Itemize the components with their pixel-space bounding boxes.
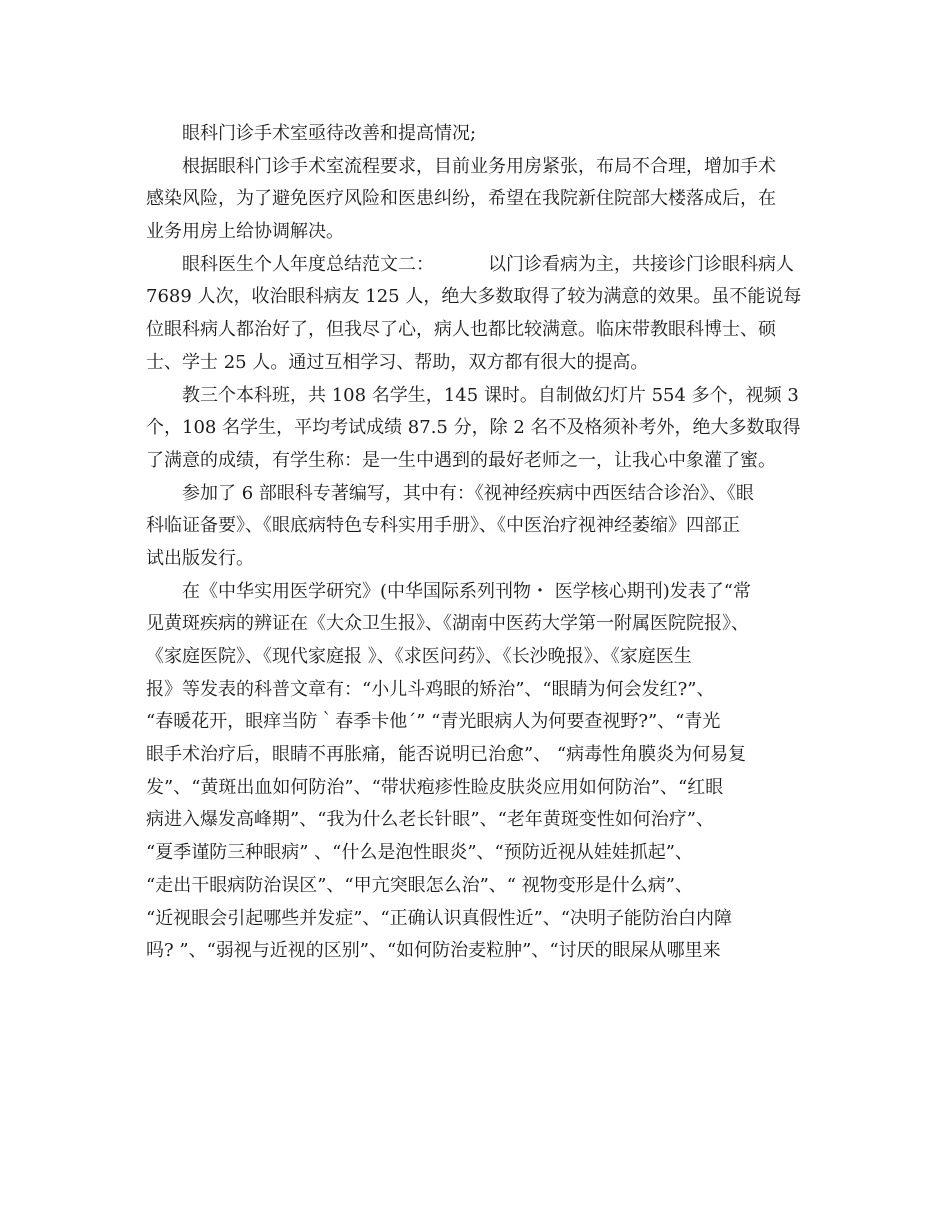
- text-line: 见黄斑疾病的辨证在《大众卫生报》、《湖南中医药大学第一附属医院院报》、: [146, 613, 749, 635]
- text-line: 吗? ”、“弱视与近视的区别”、“如何防治麦粒肿”、“讨厌的眼屎从哪里来: [146, 940, 721, 962]
- text-line: 教三个本科班，共 108 名学生，145 课时。自制做幻灯片 554 多个，视频 3: [182, 384, 799, 406]
- text-line: 参加了 6 部眼科专著编写，其中有：《视神经疾病中西医结合诊治》、《眼: [182, 482, 754, 504]
- text-line: 了满意的成绩，有学生称：是一生中遇到的最好老师之一，让我心中象灌了蜜。: [146, 449, 776, 471]
- text-span: 以门诊看病为主，共接诊门诊眼科病人: [488, 253, 794, 275]
- text-line: 7689 人次，收治眼科病友 125 人，绝大多数取得了较为满意的效果。虽不能说每: [146, 286, 802, 308]
- text-line: 《家庭医院》、《现代家庭报 》、《求医问药》、《长沙晚报》、《家庭医生: [146, 646, 692, 667]
- text-line: 报》等发表的科普文章有：“小儿斗鸡眼的矫治”、“眼睛为何会发红?”、: [146, 678, 715, 700]
- text-line: 病进入爆发高峰期”、“我为什么老长针眼”、“老年黄斑变性如何治疗”、: [146, 809, 715, 831]
- text-line: 个，108 名学生，平均考试成绩 87.5 分，除 2 名不及格须补考外，绝大多数取得: [146, 417, 801, 439]
- text-line: “春暖花开，眼痒当防｀春季卡他´” “青光眼病人为何要查视野?”、“青光: [146, 711, 721, 733]
- text-line: 科临证备要》、《眼底病特色专科实用手册》、《中医治疗视神经萎缩》四部正: [146, 515, 740, 537]
- text-line: 士、学士 25 人。通过互相学习、帮助，双方都有很大的提高。: [146, 351, 649, 373]
- text-line: 根据眼科门诊手术室流程要求，目前业务用房紧张，布局不合理，增加手术: [182, 155, 776, 177]
- text-line: 眼手术治疗后，眼睛不再胀痛，能否说明已治愈”、 “病毒性角膜炎为何易复: [146, 744, 747, 766]
- text-line: “夏季谨防三种眼病” 、“什么是泡性眼炎”、“预防近视从娃娃抓起”、: [146, 842, 693, 864]
- text-line: “走出干眼病防治误区”、“甲亢突眼怎么治”、“ 视物变形是什么病”、: [146, 874, 693, 896]
- text-line: 业务用房上给协调解决。: [146, 221, 344, 243]
- text-line: 在《中华实用医学研究》(中华国际系列刊物・ 医学核心期刊)发表了“常: [182, 580, 751, 602]
- text-line: “近视眼会引起哪些并发症”、“正确认识真假性近”、“决明子能防治白内障: [146, 907, 733, 929]
- text-line: 位眼科病人都治好了，但我尽了心，病人也都比较满意。临床带教眼科博士、硕: [146, 319, 776, 341]
- section-heading: 眼科医生个人年度总结范文二：: [182, 253, 434, 275]
- text-line: 感染风险，为了避免医疗风险和医患纠纷，希望在我院新住院部大楼落成后，在: [146, 188, 776, 210]
- text-line: 试出版发行。: [146, 547, 254, 569]
- text-line: 眼科门诊手术室亟待改善和提高情况;: [182, 123, 477, 144]
- document-body: [146, 118, 806, 968]
- text-line: 发”、“黄斑出血如何防治”、“带状疱疹性睑皮肤炎应用如何防治”、“红眼: [146, 776, 724, 798]
- text-line: [146, 249, 806, 282]
